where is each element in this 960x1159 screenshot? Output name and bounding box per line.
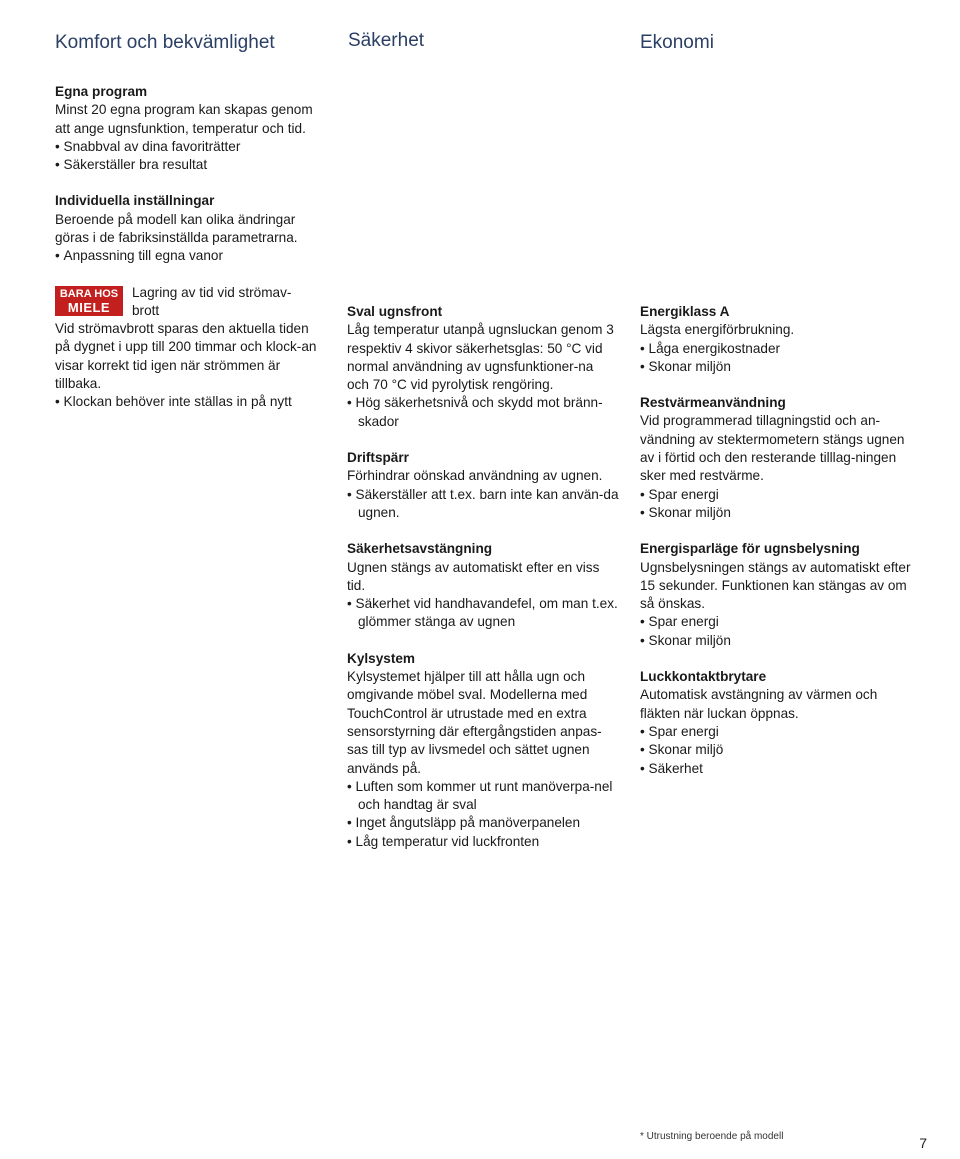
bullet-item: • Låg temperatur vid luckfronten: [347, 833, 619, 851]
bullet-item: • Spar energi: [640, 723, 915, 741]
section-title: Sval ugnsfront: [347, 304, 443, 319]
section-text: Ugnen stängs av automatiskt efter en viss tid.: [347, 559, 600, 593]
bullet-list: [640, 613, 915, 650]
column-header-safety: Säkerhet: [348, 30, 425, 51]
section-egna-program: [55, 83, 325, 174]
bullet-item: • Skonar miljön: [640, 504, 915, 522]
bullet-list: [347, 394, 619, 431]
bullet-list: [347, 486, 619, 523]
section-title: Kylsystem: [347, 650, 416, 666]
bullet-item: • Säkerhet vid handhavandefel, om man t.ex. glömmer stänga av ugnen: [347, 595, 619, 632]
section-sval-ugnsfront: [347, 303, 619, 431]
section-restvarmeanvandning: [640, 394, 915, 522]
bullet-list: [347, 778, 619, 851]
section-text: Ugnsbelysningen stängs av automatiskt efter 15 sekunder. Funktionen kan stängas av om så önskas.: [640, 559, 911, 612]
bullet-item: • Skonar miljön: [640, 358, 915, 376]
badge-line2: MIELE: [67, 300, 111, 315]
bullet-list: [640, 486, 915, 523]
section-energiklass: [640, 303, 915, 376]
footnote: * Utrustning beroende på modell: [640, 1131, 784, 1142]
section-title: Driftspärr: [347, 450, 409, 466]
feature-title-stromavbrott: Lagring av tid vid strömav- brott: [132, 285, 292, 319]
section-energisparlage: [640, 540, 915, 650]
bara-hos-miele-badge: [55, 286, 123, 316]
bullet-item: • Snabbval av dina favoriträtter: [55, 138, 325, 156]
bullet-item: • Anpassning till egna vanor: [55, 247, 325, 265]
section-individuella-installningar: [55, 192, 325, 265]
section-text: Vid programmerad tillagningstid och an-vändning av stektermometern stängs ugnen av i förtid och den resterande tilllag-ningen sker med restvärme.: [640, 413, 905, 484]
section-text: Låg temperatur utanpå ugnsluckan genom 3 respektiv 4 skivor säkerhetsglas: 50 °C vid normal användning av ugnsfunktioner-na och 70 °C vid pyrolytisk rengöring.: [347, 322, 614, 393]
column-comfort: [55, 83, 325, 284]
bullet-item: • Låga energikostnader: [640, 340, 915, 358]
bullet-list: [640, 340, 915, 377]
section-sakerhetsavstangning: [347, 540, 619, 631]
section-stromavbrott: [55, 320, 320, 411]
bullet-item: • Klockan behöver inte ställas in på nytt: [55, 393, 320, 411]
bullet-list: [55, 393, 320, 411]
bullet-item: • Luften som kommer ut runt manöverpa-nel och handtag är sval: [347, 778, 619, 815]
section-title: Individuella inställningar: [55, 193, 215, 209]
section-text: Vid strömavbrott sparas den aktuella tiden på dygnet i upp till 200 timmar och klock-an visar korrekt tid igen när strömmen är tillbaka.: [55, 321, 317, 391]
section-title: Egna program: [55, 84, 148, 99]
bullet-list: [55, 247, 325, 265]
section-text: Beroende på modell kan olika ändringar göras i de fabriksinställda parametrarna.: [55, 211, 298, 246]
section-text: Förhindrar oönskad användning av ugnen.: [347, 468, 603, 484]
bullet-item: • Inget ångutsläpp på manöverpanelen: [347, 814, 619, 832]
column-header-economy: Ekonomi: [640, 32, 714, 53]
section-title: Energisparläge för ugnsbelysning: [640, 541, 860, 557]
column-header-comfort: Komfort och bekvämlighet: [55, 32, 275, 53]
section-title: Energiklass A: [640, 304, 730, 319]
section-text: Minst 20 egna program kan skapas genom att ange ugnsfunktion, temperatur och tid.: [55, 102, 313, 136]
bullet-item: • Skonar miljö: [640, 741, 915, 759]
section-text: Kylsystemet hjälper till att hålla ugn och omgivande möbel sval. Modellerna med TouchControl är utrustade med en extra sensorstyrning där eftergångstiden anpas-sas till typ av livsmedel och sättet ugnen används på.: [347, 669, 602, 776]
section-text: Lägsta energiförbrukning.: [640, 322, 795, 338]
bullet-item: • Hög säkerhetsnivå och skydd mot bränn-skador: [347, 394, 619, 431]
bullet-list: [347, 595, 619, 632]
bullet-item: • Säkerställer att t.ex. barn inte kan använ-da ugnen.: [347, 486, 619, 523]
badge-line1: BARA HOS: [59, 288, 119, 300]
section-title: Säkerhetsavstängning: [347, 541, 493, 557]
bullet-item: • Säkerhet: [640, 760, 915, 778]
bullet-item: • Spar energi: [640, 613, 915, 631]
bullet-list: [55, 138, 325, 175]
page-number: 7: [919, 1135, 927, 1151]
bullet-list: [640, 723, 915, 778]
bullet-item: • Skonar miljön: [640, 632, 915, 650]
bullet-item: • Spar energi: [640, 486, 915, 504]
bullet-item: • Säkerställer bra resultat: [55, 156, 325, 174]
column-economy: [640, 303, 915, 796]
section-title: Luckkontaktbrytare: [640, 669, 767, 685]
section-kylsystem: [347, 650, 619, 851]
section-driftsparr: [347, 449, 619, 522]
section-title: Restvärmeanvändning: [640, 395, 786, 411]
column-safety: [347, 303, 619, 869]
section-text: Automatisk avstängning av värmen och fläkten när luckan öppnas.: [640, 687, 878, 721]
section-luckkontaktbrytare: [640, 668, 915, 778]
